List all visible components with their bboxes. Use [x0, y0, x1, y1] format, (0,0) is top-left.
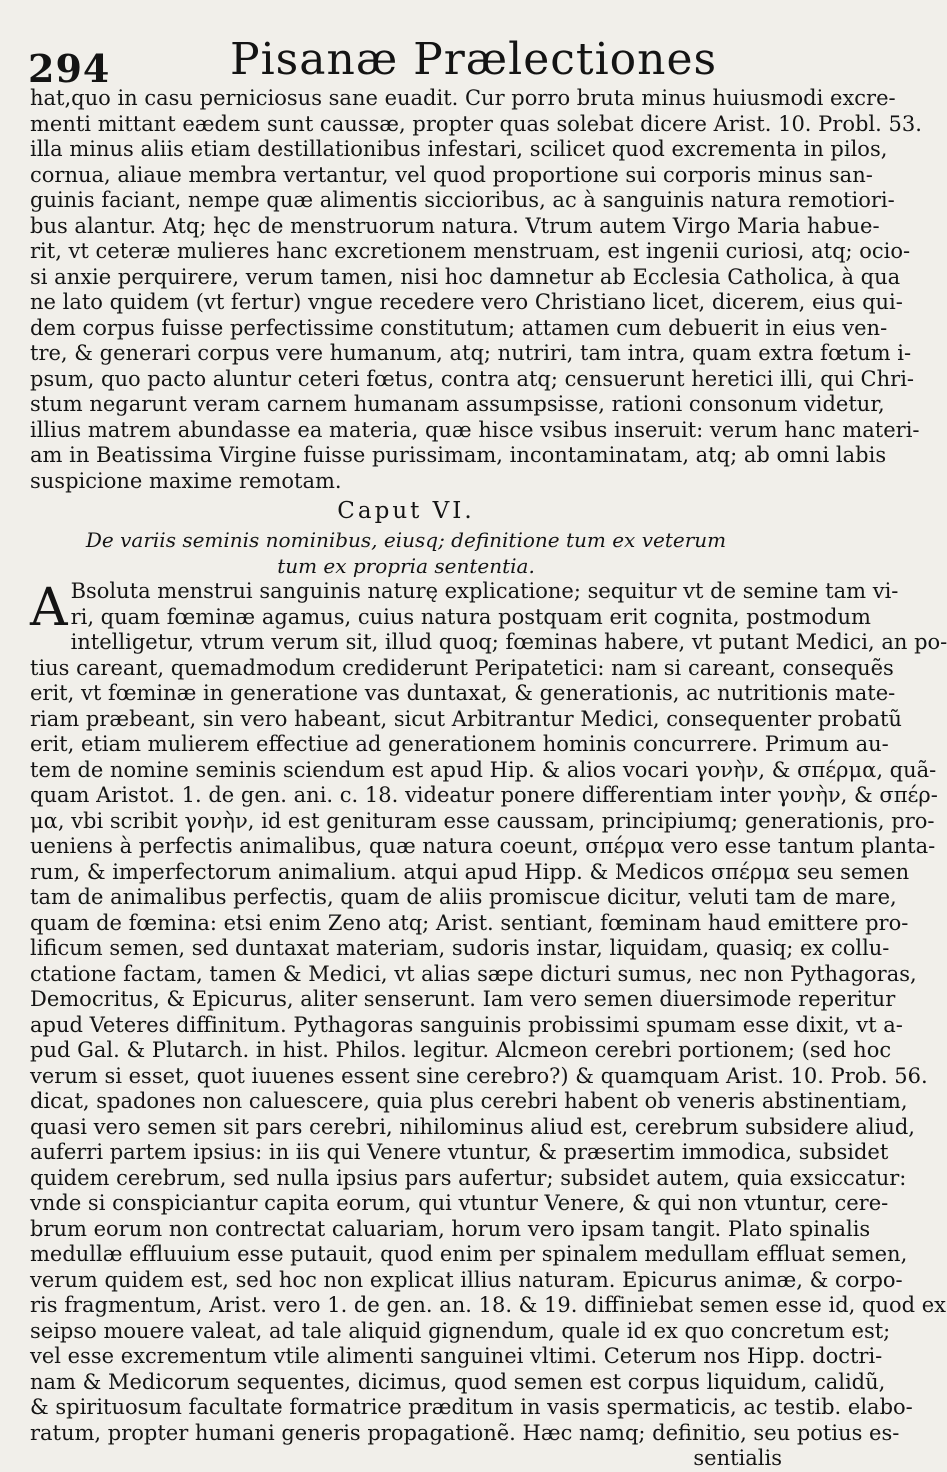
- paragraph-menstruation-conclusion: [30, 86, 922, 494]
- text-line: menti mittant eædem sunt caussæ, propter quas solebat dicere Arist. 10. Probl. 53.: [30, 111, 922, 136]
- text-line: tius careant, quemadmodum crediderunt Peripatetici: nam si careant, consequẽs: [30, 655, 894, 680]
- text-line: tre, & generari corpus vere humanum, atq; nutriri, tam intra, quam extra fœtum i-: [30, 341, 912, 365]
- text-line: verum si esset, quot iuuenes essent sine cerebro?) & quamquam Arist. 10. Prob. 56.: [30, 1063, 928, 1088]
- text-line: rum, & imperfectorum animalium. atqui apud Hipp. & Medicos σπέρμα seu semen: [30, 859, 910, 884]
- text-line: dem corpus fuisse perfectissime constitutum; attamen cum debuerit in eius ven-: [30, 315, 888, 340]
- text-line: erit, vt fœminæ in generatione vas duntaxat, & generationis, ac nutritionis mate-: [30, 681, 896, 705]
- text-line: guinis faciant, nempe quæ alimentis siccioribus, ac à sanguinis natura remotiori-: [30, 188, 895, 212]
- text-line: tam de animalibus perfectis, quam de aliis promiscue dicitur, veluti tam de mare,: [30, 885, 897, 909]
- text-line: stum negarunt veram carnem humanam assumpsisse, rationi consonum videtur,: [30, 392, 885, 416]
- text-line: medullæ effluuium esse putauit, quod enim per spinalem medullam effluat semen,: [30, 1242, 908, 1266]
- text-line: am in Beatissima Virgine fuisse purissimam, incontaminatam, atq; ab omni labis: [30, 443, 887, 467]
- text-line: apud Veteres diffinitum. Pythagoras sanguinis probissimi spumam esse dixit, vt a-: [30, 1012, 903, 1037]
- text-line: nam & Medicorum sequentes, dicimus, quod semen est corpus liquidum, calidũ,: [30, 1369, 886, 1394]
- page-number: 294: [28, 46, 111, 91]
- text-line: hat,quo in casu perniciosus sane euadit. Cur porro bruta minus huiusmodi excre-: [30, 86, 896, 110]
- text-line: suspicione maxime remotam.: [30, 468, 342, 493]
- text-line: riam præbeant, sin vero habeant, sicut Arbitrantur Medici, consequenter probatũ: [30, 706, 902, 731]
- opening-paragraph: [30, 578, 899, 638]
- text-block: [30, 86, 947, 1472]
- chapter-subtitle-line: tum ex propria sententia.: [277, 553, 535, 578]
- text-line: rit, vt ceteræ mulieres hanc excretionem menstruam, est ingenii curiosi, atq; ocio-: [30, 239, 911, 263]
- paragraph-semen-definitions: [30, 630, 947, 1446]
- chapter-subtitle-line: De variis seminis nominibus, eiusq; definitione tum ex veterum: [85, 528, 727, 552]
- text-line: auferri partem ipsius: in iis qui Venere vtuntur, & præsertim immodica, subsidet: [30, 1140, 889, 1164]
- text-line: vnde si conspiciantur capita eorum, qui vtuntur Venere, & qui non vtuntur, cere-: [30, 1191, 889, 1215]
- text-line: ri, quam fœminæ agamus, cuius natura postquam erit cognita, postmodum: [70, 604, 871, 629]
- text-line: bus alantur. Atq; hęc de menstruorum natura. Vtrum autem Virgo Maria habue-: [30, 213, 880, 238]
- text-line: & spirituosum facultate formatrice præditum in vasis spermaticis, ac testib. elabo-: [30, 1395, 913, 1419]
- text-line: ctatione factam, tamen & Medici, vt alias sæpe dicturi sumus, nec non Pythagoras,: [30, 961, 917, 986]
- text-line: illius matrem abundasse ea materia, quæ hisce vsibus inseruit: verum hanc materi-: [30, 417, 920, 442]
- text-line: Bsoluta menstrui sanguinis naturę explicatione; sequitur vt de semine tam vi-: [70, 579, 899, 603]
- text-line: ne lato quidem (vt fertur) vngue recedere vero Christiano licet, dicerem, eius qui-: [30, 290, 903, 314]
- text-line: si anxie perquirere, verum tamen, nisi hoc damnetur ab Ecclesia Catholica, à qua: [30, 264, 901, 289]
- text-line: cornua, aliaue membra vertantur, vel quod proportione sui corporis minus san-: [30, 162, 873, 187]
- text-line: intelligetur, vtrum verum sit, illud quoq; fœminas habere, vt putant Medici, an po-: [70, 630, 947, 654]
- text-line: illa minus aliis etiam destillationibus infestari, scilicet quod excrementa in pilos,: [30, 137, 888, 161]
- text-line: μα, vbi scribit γονὴν, id est genituram esse caussam, principiumq; generationis, pro-: [30, 808, 935, 833]
- text-line: tem de nomine seminis sciendum est apud Hip. & alios vocari γονὴν, & σπέρμα, quã-: [30, 757, 937, 782]
- text-line: quam Aristot. 1. de gen. ani. c. 18. videatur ponere differentiam inter γονὴν, & σπέρ-: [30, 783, 938, 807]
- text-line: vel esse excrementum vtile alimenti sanguinei vltimi. Ceterum nos Hipp. doctri-: [30, 1344, 883, 1368]
- catchword: sentialis: [693, 1446, 782, 1470]
- text-line: ris fragmentum, Arist. vero 1. de gen. an. 18. & 19. diffiniebat semen esse id, quod ex: [30, 1293, 947, 1317]
- text-line: erit, etiam mulierem effectiue ad generationem hominis concurrere. Primum au-: [30, 732, 889, 756]
- text-line: verum quidem est, sed hoc non explicat illius naturam. Epicurus animæ, & corpo-: [30, 1267, 903, 1292]
- text-line: quasi vero semen sit pars cerebri, nihilominus aliud est, cerebrum subsidere aliud,: [30, 1114, 915, 1139]
- text-line: pud Gal. & Plutarch. in hist. Philos. legitur. Alcmeon cerebri portionem; (sed hoc: [30, 1038, 892, 1062]
- text-line: Democritus, & Epicurus, aliter senserunt. Iam vero semen diuersimode reperitur: [30, 987, 896, 1011]
- text-line: dicat, spadones non caluescere, quia plus cerebri habent ob veneris abstinentiam,: [30, 1089, 908, 1113]
- text-line: brum eorum non contrectat caluariam, horum vero ipsam tangit. Plato spinalis: [30, 1216, 871, 1241]
- text-line: lificum semen, sed duntaxat materiam, sudoris instar, liquidam, quasiq; ex collu-: [30, 936, 890, 960]
- drop-cap: A: [30, 578, 68, 638]
- text-line: ratum, propter humani generis propagationẽ. Hæc namq; definitio, seu potius es-: [30, 1420, 900, 1445]
- text-line: ueniens à perfectis animalibus, quæ natura coeunt, σπέρμα vero esse tantum planta-: [30, 834, 936, 858]
- text-line: seipso mouere valeat, ad tale aliquid gignendum, quale id ex quo concretum est;: [30, 1318, 891, 1343]
- chapter-heading: Caput VI.: [337, 498, 475, 524]
- running-title: Pisanæ Prælectiones: [230, 34, 718, 85]
- text-line: psum, quo pacto aluntur ceteri fœtus, contra atq; censuerunt heretici illi, qui Chri-: [30, 366, 914, 391]
- text-line: quam de fœmina: etsi enim Zeno atq; Arist. sentiant, fœminam haud emittere pro-: [30, 910, 909, 935]
- text-line: quidem cerebrum, sed nulla ipsius pars aufertur; subsidet autem, quia exsiccatur:: [30, 1165, 907, 1190]
- running-header: [0, 16, 800, 91]
